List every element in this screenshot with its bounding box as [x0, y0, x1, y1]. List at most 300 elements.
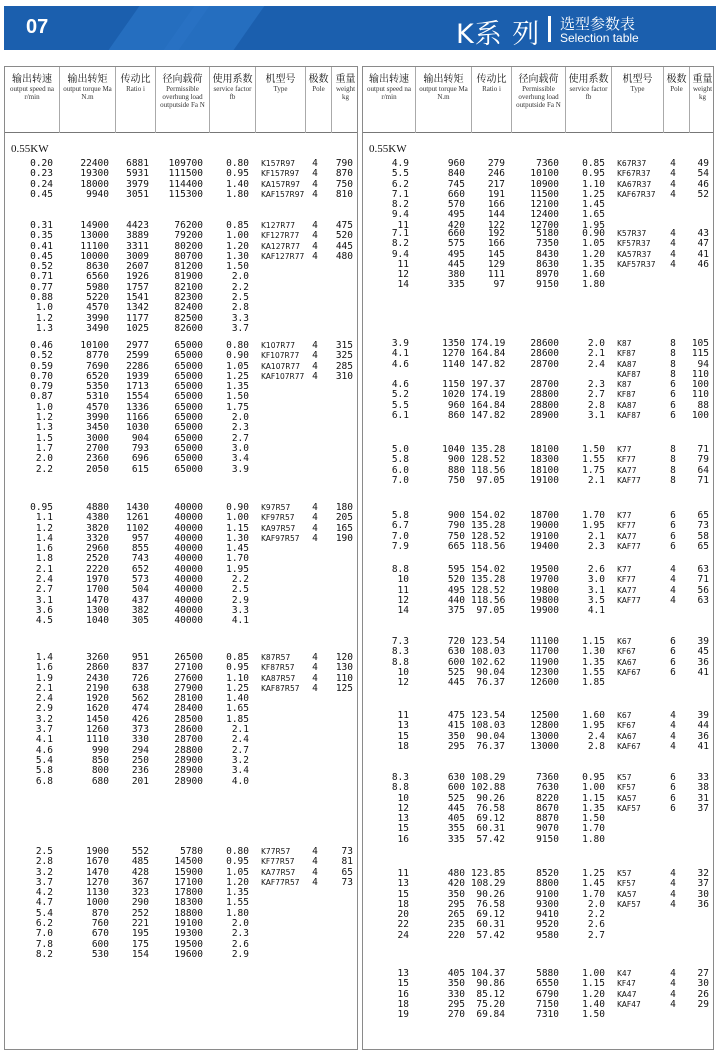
table-cell: K57 — [617, 869, 632, 878]
table-cell: K87 — [617, 339, 632, 348]
table-cell: 1.70 — [582, 823, 605, 835]
table-cell: 4 — [670, 584, 676, 596]
table-cell: 28900 — [174, 754, 203, 766]
table-cell: 0.79 — [30, 381, 53, 393]
table-cell: 2.0 — [231, 412, 249, 424]
table-cell: 295 — [447, 898, 465, 910]
row-group — [5, 341, 357, 475]
table-cell: 405 — [447, 813, 465, 825]
table-cell: 122 — [487, 219, 505, 231]
table-cell: 367 — [131, 876, 149, 888]
table-cell: 190 — [335, 532, 353, 544]
column-header — [59, 67, 115, 133]
row-group — [363, 711, 713, 752]
table-cell: KAF157R97 — [261, 189, 305, 199]
table-cell: 2.4 — [35, 693, 53, 705]
table-cell: 0.35 — [30, 230, 53, 242]
table-cell: 0.59 — [30, 360, 53, 372]
table-cell: 28600 — [530, 338, 559, 349]
table-cell: 80200 — [174, 240, 203, 252]
table-cell: 4 — [312, 662, 318, 674]
table-cell: 2.6 — [587, 919, 605, 931]
table-cell: 19800 — [530, 584, 559, 596]
table-cell: 4 — [312, 846, 318, 857]
table-cell: 10 — [397, 666, 409, 678]
table-cell: KAF67 — [617, 741, 641, 751]
table-cell: KA67 — [617, 657, 637, 667]
table-cell: KF57R37 — [617, 239, 651, 249]
table-cell: 69.12 — [476, 909, 505, 921]
table-cell: 793 — [131, 442, 149, 454]
table-cell: 0.77 — [30, 281, 53, 293]
table-cell: 19300 — [174, 928, 203, 940]
table-cell: 1.70 — [582, 888, 605, 900]
table-cell: 26500 — [174, 652, 203, 663]
table-cell: 6550 — [536, 978, 559, 990]
table-cell: 5.8 — [391, 510, 409, 521]
table-cell: KAF97R57 — [261, 533, 300, 543]
table-cell: 2.1 — [35, 682, 53, 694]
table-cell: 1.95 — [582, 720, 605, 732]
table-cell: 71 — [697, 474, 709, 486]
table-cell: 1.60 — [582, 710, 605, 721]
column-header-zh: 重量 — [692, 74, 713, 85]
row-group — [363, 159, 713, 231]
table-cell: 0.70 — [30, 370, 53, 382]
table-cell: 525 — [447, 666, 465, 678]
table-cell: KF67R37 — [617, 169, 651, 179]
table-cell: KA67R37 — [617, 179, 652, 189]
table-cell: 8.2 — [391, 199, 409, 211]
row-group — [363, 511, 713, 552]
table-cell: 4 — [312, 866, 318, 878]
table-cell: 5.4 — [35, 754, 53, 766]
table-cell: 18000 — [80, 178, 109, 190]
table-cell: 265 — [447, 909, 465, 921]
table-cell: 195 — [131, 928, 149, 940]
table-cell: KF47 — [617, 979, 636, 989]
table-cell: 3.2 — [231, 754, 249, 766]
table-cell: KA57 — [617, 889, 637, 899]
table-cell: 28400 — [174, 703, 203, 715]
row-group — [363, 565, 713, 616]
table-cell: 4 — [670, 730, 676, 742]
power-label: 0.55KW — [369, 143, 407, 155]
table-cell: 1.05 — [226, 360, 249, 372]
table-cell: 12600 — [530, 677, 559, 689]
table-cell: 960 — [447, 399, 465, 411]
table-cell: KF57 — [617, 879, 636, 889]
table-cell: 0.24 — [30, 178, 53, 190]
table-cell: 11700 — [530, 646, 559, 658]
table-row — [363, 476, 713, 486]
table-cell: 330 — [447, 988, 465, 1000]
table-cell: 19100 — [174, 918, 203, 930]
table-cell: 3.4 — [231, 453, 249, 465]
table-cell: 4 — [670, 710, 676, 721]
table-cell: 76.37 — [476, 740, 505, 752]
table-cell: 4.2 — [35, 887, 53, 899]
table-cell: 3260 — [86, 652, 109, 663]
table-cell: KAF47 — [617, 999, 641, 1009]
table-cell: 18300 — [530, 454, 559, 466]
column-header-en: output speed na r/min — [10, 85, 54, 101]
column-header — [415, 67, 471, 133]
table-cell: 12800 — [530, 720, 559, 732]
table-row — [363, 542, 713, 552]
table-cell: KAF87 — [617, 411, 641, 421]
table-cell: 5931 — [126, 168, 149, 180]
table-cell: 4 — [312, 240, 318, 252]
table-cell: 129 — [487, 258, 505, 270]
table-cell: 1.35 — [226, 887, 249, 899]
table-cell: 3311 — [126, 240, 149, 252]
table-cell: 0.95 — [582, 168, 605, 180]
table-cell: 114400 — [168, 178, 203, 190]
table-cell: 16 — [397, 988, 409, 1000]
table-cell: KF87 — [617, 390, 636, 400]
table-cell: 16 — [397, 833, 409, 845]
table-cell: 445 — [447, 258, 465, 270]
row-group — [5, 653, 357, 787]
table-cell: 65000 — [174, 381, 203, 393]
table-cell: 1939 — [126, 370, 149, 382]
table-header — [5, 67, 357, 133]
column-header — [115, 67, 155, 133]
table-cell: 65 — [697, 510, 709, 521]
table-cell: 600 — [447, 782, 465, 794]
table-cell: K97R57 — [261, 503, 291, 512]
table-cell: 1025 — [126, 322, 149, 334]
table-cell: 94 — [697, 358, 709, 370]
table-cell: 0.90 — [582, 228, 605, 239]
table-cell: 1.35 — [582, 656, 605, 668]
table-cell: 65000 — [174, 340, 203, 351]
table-cell: 57.42 — [476, 929, 505, 941]
table-cell: KF57 — [617, 783, 636, 793]
table-cell: 18 — [397, 740, 409, 752]
table-cell: 1430 — [126, 502, 149, 513]
table-cell: 75.20 — [476, 998, 505, 1010]
table-cell: 154.02 — [471, 510, 506, 521]
table-cell: 22 — [397, 919, 409, 931]
table-cell: 12 — [397, 802, 409, 814]
table-cell: 63 — [697, 594, 709, 606]
table-cell: 97.05 — [476, 605, 505, 617]
table-cell: 13000 — [530, 740, 559, 752]
table-cell: 18700 — [530, 510, 559, 521]
table-cell: 63 — [697, 564, 709, 575]
table-cell: 0.20 — [30, 158, 53, 169]
table-row — [363, 742, 713, 752]
table-cell: KF77R57 — [261, 857, 295, 867]
table-cell: 8.8 — [391, 782, 409, 794]
row-group — [363, 339, 713, 421]
table-cell: 6.2 — [391, 178, 409, 190]
table-cell: 18300 — [174, 897, 203, 909]
column-header-en: service factor fb — [569, 85, 608, 101]
table-cell: 0.41 — [30, 240, 53, 252]
column-header — [155, 67, 209, 133]
table-cell: 1.50 — [226, 391, 249, 403]
table-cell: 28800 — [174, 744, 203, 756]
table-cell: 750 — [447, 474, 465, 486]
table-cell: 81 — [341, 856, 353, 868]
table-cell: 7.1 — [391, 228, 409, 239]
table-cell: KF157R97 — [261, 169, 300, 179]
table-cell: 65000 — [174, 350, 203, 362]
table-cell: 28600 — [530, 348, 559, 360]
table-cell: 8 — [670, 474, 676, 486]
table-cell: KF67 — [617, 721, 636, 731]
table-cell: 3450 — [86, 422, 109, 434]
table-cell: 0.71 — [30, 271, 53, 283]
table-cell: 1.40 — [226, 178, 249, 190]
table-cell: 900 — [447, 510, 465, 521]
table-cell: 28800 — [530, 399, 559, 411]
table-cell: 97.05 — [476, 474, 505, 486]
table-cell: 0.80 — [226, 340, 249, 351]
table-cell: 7310 — [536, 1009, 559, 1021]
column-header-en: Ratio i — [126, 85, 145, 93]
header-banner — [4, 6, 716, 50]
table-cell: 40000 — [174, 604, 203, 616]
table-cell: 221 — [131, 918, 149, 930]
table-cell: 0.87 — [30, 391, 53, 403]
table-cell: 6.2 — [35, 918, 53, 930]
table-cell: 165 — [335, 522, 353, 534]
table-cell: 108.03 — [471, 646, 506, 658]
table-cell: 428 — [131, 866, 149, 878]
table-cell: 166 — [487, 238, 505, 250]
table-cell: 40000 — [174, 532, 203, 544]
table-cell: 726 — [131, 672, 149, 684]
table-cell: 680 — [91, 775, 109, 787]
table-cell: 11100 — [530, 636, 559, 647]
table-cell: 573 — [131, 574, 149, 586]
table-cell: 2.0 — [587, 898, 605, 910]
table-cell: 128.52 — [471, 584, 506, 596]
table-cell: 1.45 — [582, 199, 605, 211]
column-header-en: Permissible overhung load outputside Fa N — [160, 85, 205, 109]
table-row — [5, 777, 357, 787]
table-row — [5, 324, 357, 334]
series-title: K系 列 — [456, 19, 541, 50]
table-cell: 1.00 — [582, 782, 605, 794]
table-cell: KAF87R57 — [261, 683, 300, 693]
table-cell: 4 — [312, 220, 318, 231]
table-cell: 19000 — [530, 520, 559, 532]
table-cell: 76.58 — [476, 898, 505, 910]
column-header-zh: 重量 — [335, 74, 356, 85]
table-cell: 6 — [670, 410, 676, 422]
table-cell: 38 — [697, 782, 709, 794]
table-cell: 18800 — [174, 907, 203, 919]
table-cell: 745 — [447, 178, 465, 190]
table-cell: 525 — [447, 792, 465, 804]
table-cell: 8.8 — [391, 656, 409, 668]
table-cell: 40000 — [174, 563, 203, 575]
table-cell: 37 — [697, 802, 709, 814]
table-cell: 0.90 — [226, 350, 249, 362]
table-cell: 1300 — [86, 604, 109, 616]
table-cell: 1150 — [442, 379, 465, 391]
table-cell: 4.6 — [391, 379, 409, 391]
column-header-zh: 极数 — [308, 74, 329, 85]
table-cell: 65000 — [174, 401, 203, 413]
table-cell: 440 — [447, 594, 465, 606]
column-header-zh: 使用系数 — [568, 74, 609, 85]
table-cell: 4 — [312, 370, 318, 382]
table-cell: 1102 — [126, 522, 149, 534]
table-cell: 1.25 — [582, 868, 605, 879]
table-cell: 65 — [697, 540, 709, 552]
table-cell: 41 — [697, 248, 709, 260]
table-cell: KA57 — [617, 793, 637, 803]
table-cell: KAF87 — [617, 369, 641, 379]
table-cell: 2.1 — [231, 724, 249, 736]
table-cell: 28900 — [174, 775, 203, 787]
table-cell: KA157R97 — [261, 179, 300, 189]
table-cell: 3051 — [126, 188, 149, 200]
table-cell: 24 — [397, 929, 409, 941]
table-cell: 147.82 — [471, 358, 506, 370]
table-cell: 1.80 — [582, 833, 605, 845]
table-cell: 1040 — [86, 615, 109, 627]
table-cell: 9.4 — [391, 248, 409, 260]
table-cell: 28700 — [174, 734, 203, 746]
table-cell: 6560 — [86, 271, 109, 283]
table-cell: 4 — [312, 512, 318, 524]
table-cell: 145 — [487, 248, 505, 260]
table-cell: KAF57R37 — [617, 259, 656, 269]
table-cell: 40000 — [174, 512, 203, 524]
table-cell: 11 — [397, 219, 409, 231]
table-cell: 1.25 — [582, 188, 605, 200]
table-cell: 6 — [670, 782, 676, 794]
table-cell: 18100 — [530, 444, 559, 455]
table-cell: 1.20 — [582, 248, 605, 260]
table-cell: KA47 — [617, 989, 637, 999]
table-cell: 144 — [487, 209, 505, 221]
table-cell: 335 — [447, 833, 465, 845]
table-cell: KF107R77 — [261, 351, 300, 361]
table-cell: 652 — [131, 563, 149, 575]
table-cell: 0.46 — [30, 340, 53, 351]
column-header-zh: 传动比 — [120, 74, 151, 85]
table-cell: 8 — [670, 464, 676, 476]
table-cell: 1260 — [86, 724, 109, 736]
table-cell: 630 — [447, 772, 465, 783]
table-cell: 19400 — [530, 540, 559, 552]
table-cell: 475 — [447, 710, 465, 721]
table-cell: 1.50 — [226, 261, 249, 273]
table-cell: 19 — [397, 1009, 409, 1021]
table-cell: 3.9 — [231, 463, 249, 475]
title-divider — [548, 16, 551, 42]
table-cell: 600 — [447, 656, 465, 668]
table-cell: 123.85 — [471, 868, 506, 879]
table-cell: 3.7 — [231, 322, 249, 334]
table-cell: 44 — [697, 720, 709, 732]
table-cell: 1.50 — [582, 813, 605, 825]
table-cell: 1.35 — [582, 802, 605, 814]
table-cell: 192 — [487, 228, 505, 239]
table-cell: 11500 — [530, 188, 559, 200]
table-cell: 6 — [670, 399, 676, 411]
table-cell: 45 — [697, 646, 709, 658]
table-cell: 0.23 — [30, 168, 53, 180]
table-cell: 82400 — [174, 302, 203, 314]
table-cell: 135.28 — [471, 574, 506, 586]
table-cell: 6 — [670, 802, 676, 814]
table-cell: 30 — [697, 888, 709, 900]
table-cell: 27 — [697, 968, 709, 979]
table-cell: K57 — [617, 773, 632, 782]
table-cell: 3.1 — [587, 410, 605, 422]
table-cell: 4.0 — [231, 775, 249, 787]
column-header-zh: 径向载荷 — [162, 74, 203, 85]
table-cell: 2977 — [126, 340, 149, 351]
table-cell: 90.26 — [476, 888, 505, 900]
table-cell: 57.42 — [476, 833, 505, 845]
table-cell: 1620 — [86, 703, 109, 715]
table-cell: K67R37 — [617, 159, 647, 168]
table-cell: 2599 — [126, 350, 149, 362]
table-cell: 12100 — [530, 199, 559, 211]
table-cell: 80700 — [174, 250, 203, 262]
table-cell: 3.3 — [231, 604, 249, 616]
table-cell: 236 — [131, 765, 149, 777]
table-cell: 1.75 — [226, 401, 249, 413]
table-cell: 4 — [312, 188, 318, 200]
table-cell: 8.8 — [391, 564, 409, 575]
table-cell: 850 — [91, 754, 109, 766]
table-cell: 330 — [131, 734, 149, 746]
table-cell: K127R77 — [261, 221, 295, 230]
table-cell: 660 — [447, 188, 465, 200]
table-cell: 105 — [691, 338, 709, 349]
table-cell: 27900 — [174, 682, 203, 694]
table-row — [5, 616, 357, 626]
table-cell: 102.62 — [471, 656, 506, 668]
table-cell: KA87R57 — [261, 673, 296, 683]
table-cell: 870 — [91, 907, 109, 919]
table-cell: 108.29 — [471, 772, 506, 783]
table-cell: 1.00 — [226, 512, 249, 524]
table-cell: 10 — [397, 792, 409, 804]
table-cell: 4 — [312, 876, 318, 888]
table-cell: 290 — [131, 897, 149, 909]
table-cell: K77 — [617, 565, 632, 574]
table-cell: 76.37 — [476, 677, 505, 689]
table-cell: 33 — [697, 772, 709, 783]
table-cell: 1.3 — [35, 322, 53, 334]
column-header-zh: 径向载荷 — [518, 74, 559, 85]
table-cell: 2.0 — [35, 453, 53, 465]
table-row — [363, 835, 713, 845]
table-row — [363, 606, 713, 616]
table-cell: 6.8 — [35, 775, 53, 787]
table-cell: 6 — [670, 792, 676, 804]
table-cell: 3979 — [126, 178, 149, 190]
table-cell: KAF77R57 — [261, 877, 300, 887]
table-row — [363, 931, 713, 941]
table-cell: 2.7 — [231, 432, 249, 444]
table-cell: 10000 — [80, 250, 109, 262]
table-cell: 11 — [397, 258, 409, 270]
table-cell: 90.86 — [476, 978, 505, 990]
